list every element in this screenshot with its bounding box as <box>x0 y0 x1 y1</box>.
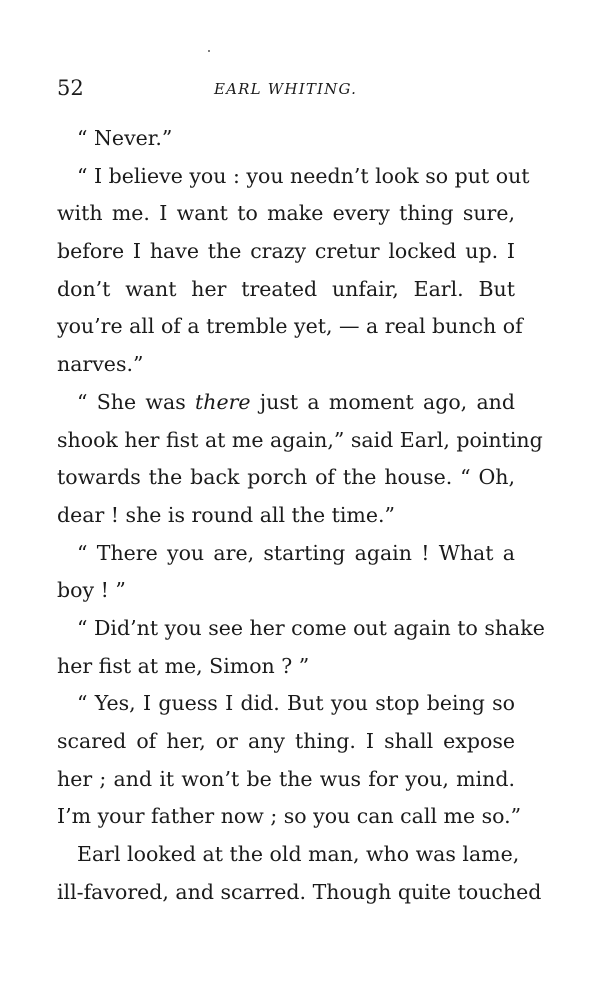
text-line: shook her fist at me again,” said Earl, pointing <box>57 427 543 452</box>
text-line: “ Did’nt you see her come out again to shake <box>77 615 545 640</box>
text-line: with me. I want to make every thing sure, <box>57 201 515 226</box>
text-line: scared of her, or any thing. I shall expose <box>57 729 515 753</box>
running-title: EARL WHITING. <box>214 80 358 98</box>
emphasis-text: there <box>195 389 251 414</box>
text-line: narves.” <box>57 352 144 377</box>
text-line: her fist at me, Simon ? ” <box>57 653 310 678</box>
text-line: ill-favored, and scarred. Though quite touched <box>57 879 542 904</box>
text-line: towards the back porch of the house. “ Oh, <box>57 465 515 490</box>
text-line: her ; and it won’t be the wus for you, mind. <box>57 766 515 791</box>
text-line: “ I believe you : you needn’t look so put out <box>77 163 530 188</box>
text-line: dear ! she is round all the time.” <box>57 502 395 527</box>
text-segment: just a moment ago, and <box>250 389 515 414</box>
text-line: boy ! ” <box>57 578 126 603</box>
text-segment: “ She was <box>77 389 195 414</box>
text-line: you’re all of a tremble yet, — a real bunch of <box>57 314 523 339</box>
text-line: “ Never.” <box>77 126 173 150</box>
page-number: 52 <box>57 76 84 100</box>
body-text <box>57 120 545 911</box>
text-line <box>57 384 515 422</box>
text-line: I’m your father now ; so you can call me so.” <box>57 804 522 829</box>
speck-mark <box>208 50 210 52</box>
text-line: “ There you are, starting again ! What a <box>77 540 515 565</box>
text-line: before I have the crazy cretur locked up. I <box>57 239 515 264</box>
text-line: Earl looked at the old man, who was lame, <box>77 842 520 867</box>
text-line: don’t want her treated unfair, Earl. But <box>57 276 515 301</box>
text-line: “ Yes, I guess I did. But you stop being so <box>77 691 515 716</box>
